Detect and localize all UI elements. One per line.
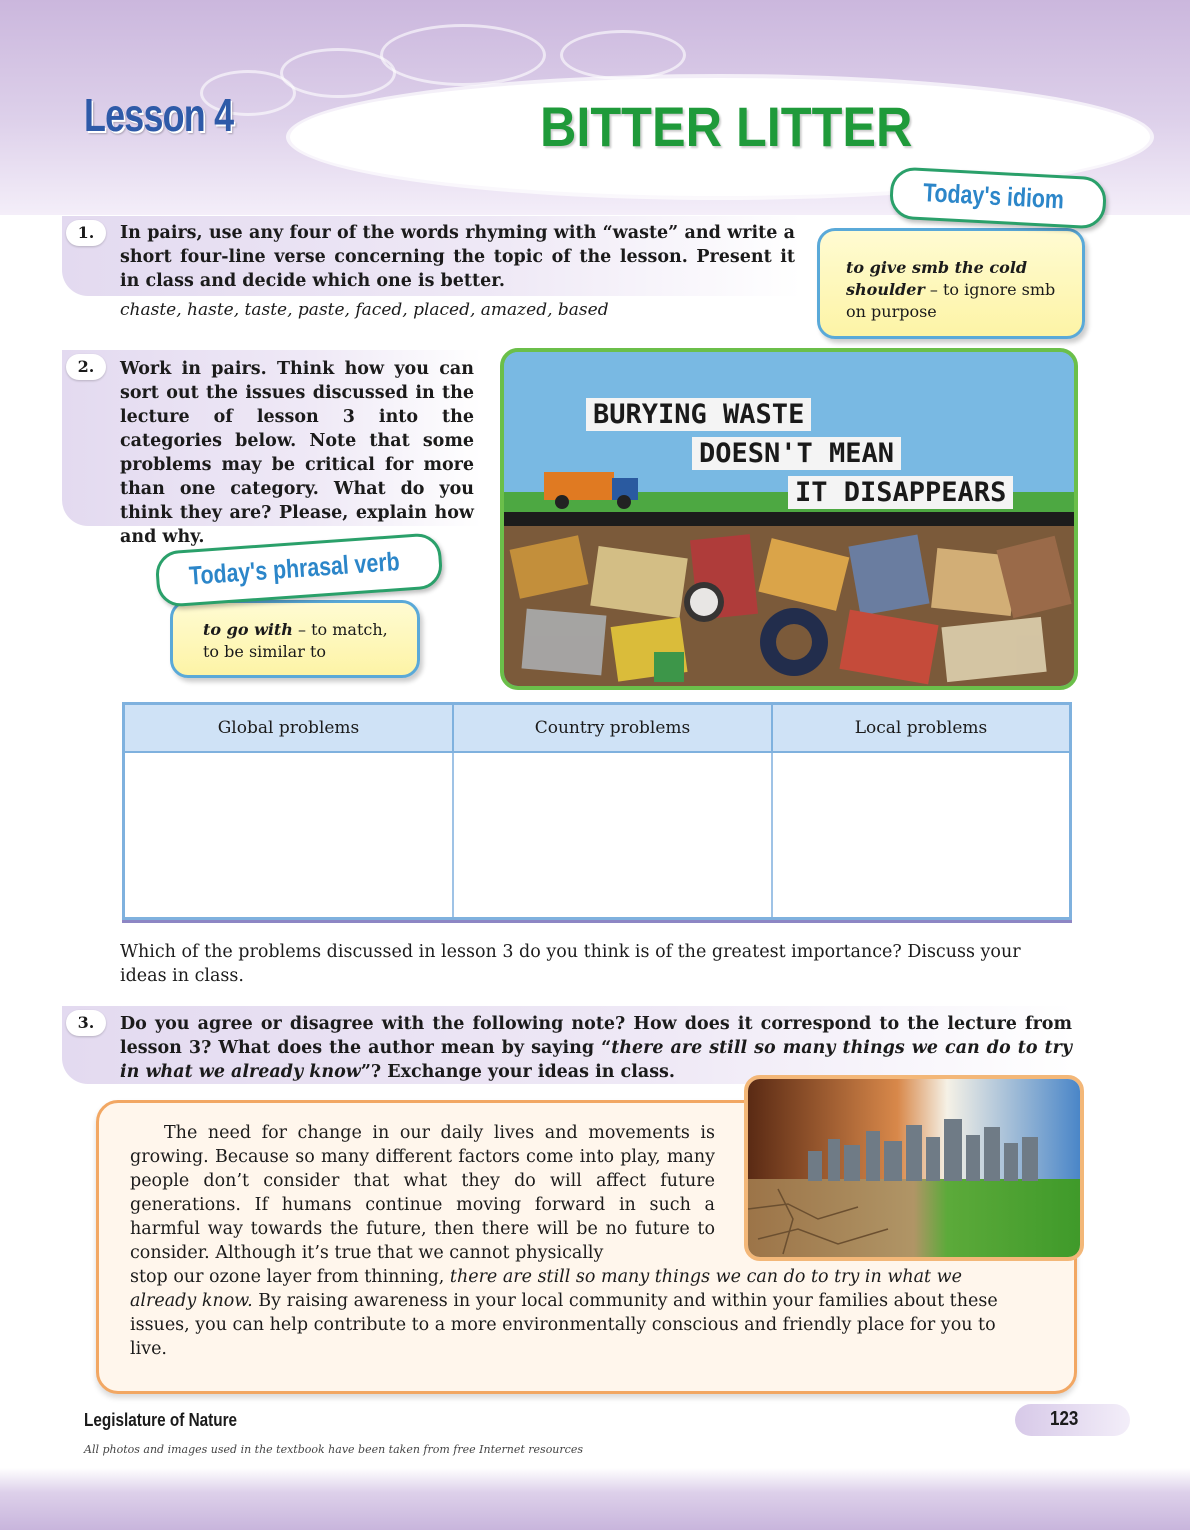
idiom-tag-label: Today's idiom <box>922 177 1065 215</box>
task3-text-b: ”? Exchange your ideas in class. <box>360 1062 675 1082</box>
table-cell[interactable] <box>124 752 454 919</box>
decorative-ring <box>380 24 546 86</box>
note-text <box>130 1121 715 1265</box>
task3-quoted-phrase: there are still so many things we can do to try in what we already know <box>120 1038 1072 1082</box>
phrasal-verb-definition: – to match, to be similar to <box>203 620 388 661</box>
decorative-ring <box>280 48 396 98</box>
page-title: BITTER LITTER <box>540 95 913 158</box>
poster-line: BURYING WASTE <box>586 398 811 431</box>
task-number: 3. <box>66 1010 106 1036</box>
phrasal-verb-tag-label: Today's phrasal verb <box>188 546 401 591</box>
table-cell[interactable] <box>453 752 772 919</box>
task-instruction: Work in pairs. Think how you can sort out the issues discussed in the lecture of lesson 3 into the categories below. Note that some problems may be critical for more than one category. What do you think they are? Please, explain how and why. <box>120 359 474 547</box>
image-credits-note: All photos and images used in the textbook have been taken from free Internet resources <box>84 1443 583 1456</box>
book-section-title: Legislature of Nature <box>84 1410 238 1430</box>
column-header-country: Country problems <box>453 704 772 753</box>
lesson-label: Lesson 4 <box>84 89 234 141</box>
rhyme-words: chaste, haste, taste, paste, faced, placed, amazed, based <box>120 300 609 320</box>
footer-band <box>0 1468 1190 1530</box>
note-text-part3: By raising awareness in your local community and within your families about these issues, you can help contribute to a more environmentally conscious and friendly place for you to live. <box>130 1291 998 1359</box>
idiom-box <box>817 228 1085 339</box>
task-instruction: In pairs, use any four of the words rhyming with “waste” and write a short four-line verse concerning the topic of the lesson. Present it in class and decide which one is better. <box>120 223 795 291</box>
poster-line: IT DISAPPEARS <box>788 476 1013 509</box>
phrasal-verb-phrase: to go with <box>203 620 293 639</box>
task3-text-a: Do you agree or disagree with the following note? How does it correspond to the lecture from lesson 3? What does the author mean by saying “ <box>120 1014 1072 1058</box>
task-instruction <box>120 1012 1072 1084</box>
table-row <box>124 752 1071 919</box>
poster-line: DOESN'T MEAN <box>692 437 901 470</box>
followup-question: Which of the problems discussed in lesson 3 do you think is of the greatest importance? Discuss your ideas in class. <box>120 942 1021 986</box>
city-climate-photo <box>744 1075 1084 1261</box>
burying-waste-poster <box>500 348 1078 690</box>
table-cell[interactable] <box>772 752 1071 919</box>
task-number: 2. <box>66 354 106 380</box>
decorative-ring <box>560 30 686 80</box>
note-text-part2: stop our ozone layer from thinning, <box>130 1267 450 1287</box>
note-text-continued <box>130 1265 1015 1361</box>
column-header-local: Local problems <box>772 704 1071 753</box>
idiom-tag <box>889 166 1107 229</box>
page-number: 123 <box>1050 1408 1079 1430</box>
table-header-row <box>124 704 1071 753</box>
phrasal-verb-box <box>170 600 420 678</box>
column-header-global: Global problems <box>124 704 454 753</box>
city-landscape-illustration <box>748 1079 1080 1257</box>
task-number: 1. <box>66 220 106 246</box>
note-text-part1: The need for change in our daily lives and movements is growing. Because so many different factors come into play, many people don’t consider that what they do will affect future generations. If humans continue moving forward in such a harmful way towards the future, then there will be no future to consider. Although it’s true that we cannot physically <box>130 1123 715 1263</box>
idiom-definition: – to ignore smb on purpose <box>846 280 1056 321</box>
idiom-phrase: to give smb the cold shoulder <box>846 258 1028 299</box>
note-text-italic: there are still so many things we can do to try in what we already know. <box>130 1267 962 1311</box>
problems-table <box>122 702 1072 920</box>
